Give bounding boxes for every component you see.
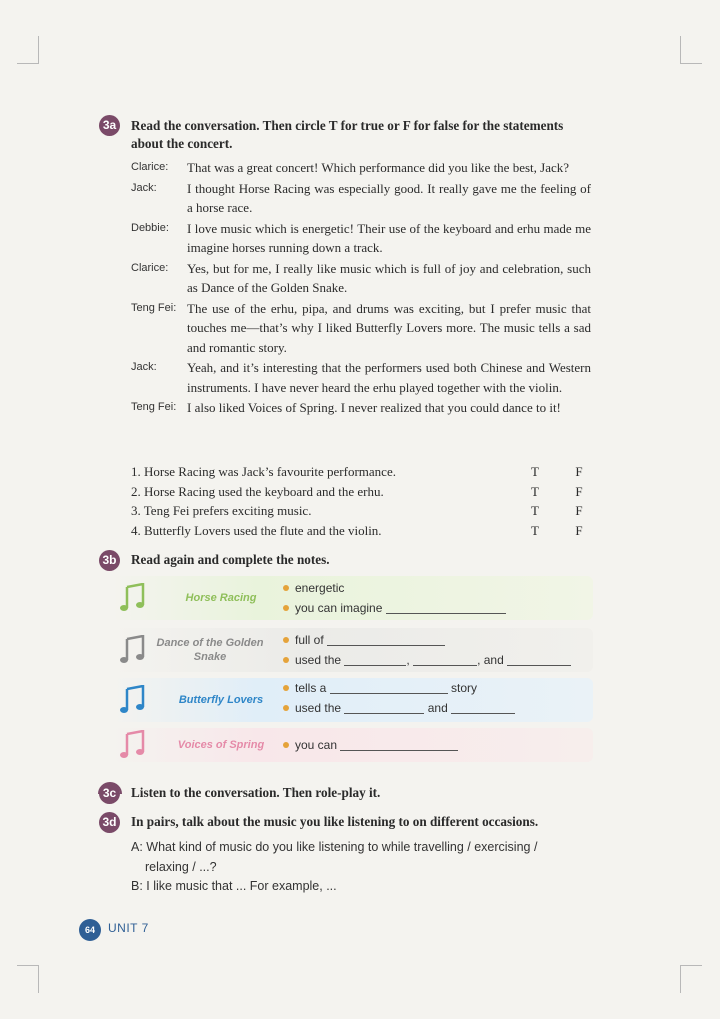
section-3b-badge: 3b bbox=[99, 550, 120, 571]
dialog-line bbox=[131, 358, 591, 397]
answer-blank[interactable] bbox=[330, 681, 448, 694]
true-false-statements bbox=[131, 462, 591, 540]
note-line: and bbox=[427, 701, 448, 715]
note-title: Dance of the Golden Snake bbox=[156, 637, 264, 663]
speaker: Jack: bbox=[131, 181, 157, 194]
dialog-line bbox=[131, 158, 591, 178]
utterance: Yes, but for me, I really like music which is full of joy and celebration, such as Dance of the Golden Snake. bbox=[187, 260, 591, 295]
note-row-butterfly-lovers bbox=[113, 678, 593, 722]
note-line: energetic bbox=[295, 581, 345, 595]
false-option[interactable]: F bbox=[575, 464, 583, 479]
headphones-icon bbox=[95, 777, 125, 807]
dialog-line bbox=[131, 259, 591, 298]
note-line: and bbox=[483, 653, 504, 667]
statement-row bbox=[131, 501, 591, 521]
pair-work-prompts bbox=[131, 838, 591, 897]
statement-row bbox=[131, 462, 591, 482]
answer-blank[interactable] bbox=[451, 701, 515, 714]
answer-blank[interactable] bbox=[344, 701, 424, 714]
unit-label: UNIT 7 bbox=[108, 921, 149, 935]
utterance: I also liked Voices of Spring. I never realized that you could dance to it! bbox=[187, 400, 561, 415]
utterance: Yeah, and it’s interesting that the performers used both Chinese and Western instruments. I have never heard the erhu played together with the violin. bbox=[187, 360, 591, 395]
conversation bbox=[131, 158, 591, 419]
dialog-line bbox=[131, 299, 591, 358]
speaker: Debbie: bbox=[131, 221, 169, 234]
prompt-b: B: I like music that ... For example, ... bbox=[131, 879, 337, 893]
statement-text: 3. Teng Fei prefers exciting music. bbox=[131, 503, 312, 518]
answer-blank[interactable] bbox=[413, 653, 477, 666]
statement-row bbox=[131, 482, 591, 502]
section-3c-badge: 3c bbox=[99, 783, 120, 804]
section-3b-instruction: Read again and complete the notes. bbox=[131, 552, 330, 567]
note-line: story bbox=[451, 681, 478, 695]
answer-blank[interactable] bbox=[327, 633, 445, 646]
note-line: used the bbox=[295, 653, 342, 667]
speaker: Clarice: bbox=[131, 161, 169, 173]
statement-text: 2. Horse Racing used the keyboard and the erhu. bbox=[131, 483, 384, 499]
speaker: Jack: bbox=[131, 361, 157, 373]
music-note-icon bbox=[119, 685, 147, 715]
true-option[interactable]: T bbox=[531, 522, 539, 538]
dialog-line bbox=[131, 219, 591, 258]
answer-blank[interactable] bbox=[344, 653, 406, 666]
note-line: used the bbox=[295, 701, 342, 715]
true-option[interactable]: T bbox=[531, 483, 539, 499]
crop-mark bbox=[17, 965, 39, 966]
true-option[interactable]: T bbox=[531, 464, 539, 479]
statement-text: 1. Horse Racing was Jack’s favourite performance. bbox=[131, 464, 396, 479]
utterance: The use of the erhu, pipa, and drums was exciting, but I prefer music that touches me—that’s why I liked Butterfly Lovers more. The music tells a sad and romantic story. bbox=[187, 300, 591, 355]
note-title: Horse Racing bbox=[185, 592, 257, 604]
crop-mark bbox=[680, 965, 681, 993]
dialog-line bbox=[131, 179, 591, 218]
note-line: you can bbox=[295, 738, 338, 752]
false-option[interactable]: F bbox=[575, 483, 583, 499]
false-option[interactable]: F bbox=[575, 503, 583, 518]
statement-row bbox=[131, 521, 591, 541]
note-row-dance-golden-snake: Dance of the Golden Snake full of used the , , and bbox=[113, 628, 593, 672]
answer-blank[interactable] bbox=[340, 738, 458, 751]
crop-mark bbox=[680, 63, 702, 64]
dialog-line bbox=[131, 398, 591, 418]
speaker: Clarice: bbox=[131, 261, 169, 274]
utterance: That was a great concert! Which performance did you like the best, Jack? bbox=[187, 160, 570, 175]
answer-blank[interactable] bbox=[386, 601, 506, 614]
page-number: 64 bbox=[79, 919, 101, 941]
music-note-icon bbox=[119, 583, 147, 613]
true-option[interactable]: T bbox=[531, 503, 539, 518]
section-3d-badge: 3d bbox=[99, 812, 120, 833]
crop-mark bbox=[680, 36, 681, 64]
statement-text: 4. Butterfly Lovers used the flute and the violin. bbox=[131, 522, 382, 538]
prompt-a: A: What kind of music do you like listening to while travelling / exercising / bbox=[131, 840, 538, 854]
prompt-a-continued: relaxing / ...? bbox=[145, 859, 217, 874]
note-line: full of bbox=[295, 633, 324, 647]
section-3a-instruction: Read the conversation. Then circle T for true or F for false for the statements about the concert. bbox=[131, 118, 564, 151]
utterance: I love music which is energetic! Their use of the keyboard and erhu made me imagine horses running down a track. bbox=[187, 220, 591, 255]
note-row-horse-racing bbox=[113, 576, 593, 620]
crop-mark bbox=[38, 965, 39, 993]
section-3c-instruction: Listen to the conversation. Then role-play it. bbox=[131, 785, 381, 800]
crop-mark bbox=[680, 965, 702, 966]
section-3d-instruction: In pairs, talk about the music you like listening to on different occasions. bbox=[131, 814, 539, 829]
speaker: Teng Fei: bbox=[131, 301, 177, 314]
utterance: I thought Horse Racing was especially good. It really gave me the feeling of a horse race. bbox=[187, 180, 591, 215]
note-row-voices-of-spring bbox=[113, 728, 593, 762]
music-note-icon bbox=[119, 635, 147, 665]
note-title: Butterfly Lovers bbox=[178, 694, 264, 706]
music-note-icon bbox=[119, 730, 147, 760]
crop-mark bbox=[38, 36, 39, 64]
note-title: Voices of Spring bbox=[177, 739, 265, 751]
note-line: tells a bbox=[295, 681, 327, 695]
false-option[interactable]: F bbox=[575, 522, 583, 538]
answer-blank[interactable] bbox=[507, 653, 571, 666]
note-line: you can imagine bbox=[295, 601, 383, 615]
crop-mark bbox=[17, 63, 39, 64]
speaker: Teng Fei: bbox=[131, 401, 177, 413]
section-3a-badge: 3a bbox=[99, 115, 120, 136]
